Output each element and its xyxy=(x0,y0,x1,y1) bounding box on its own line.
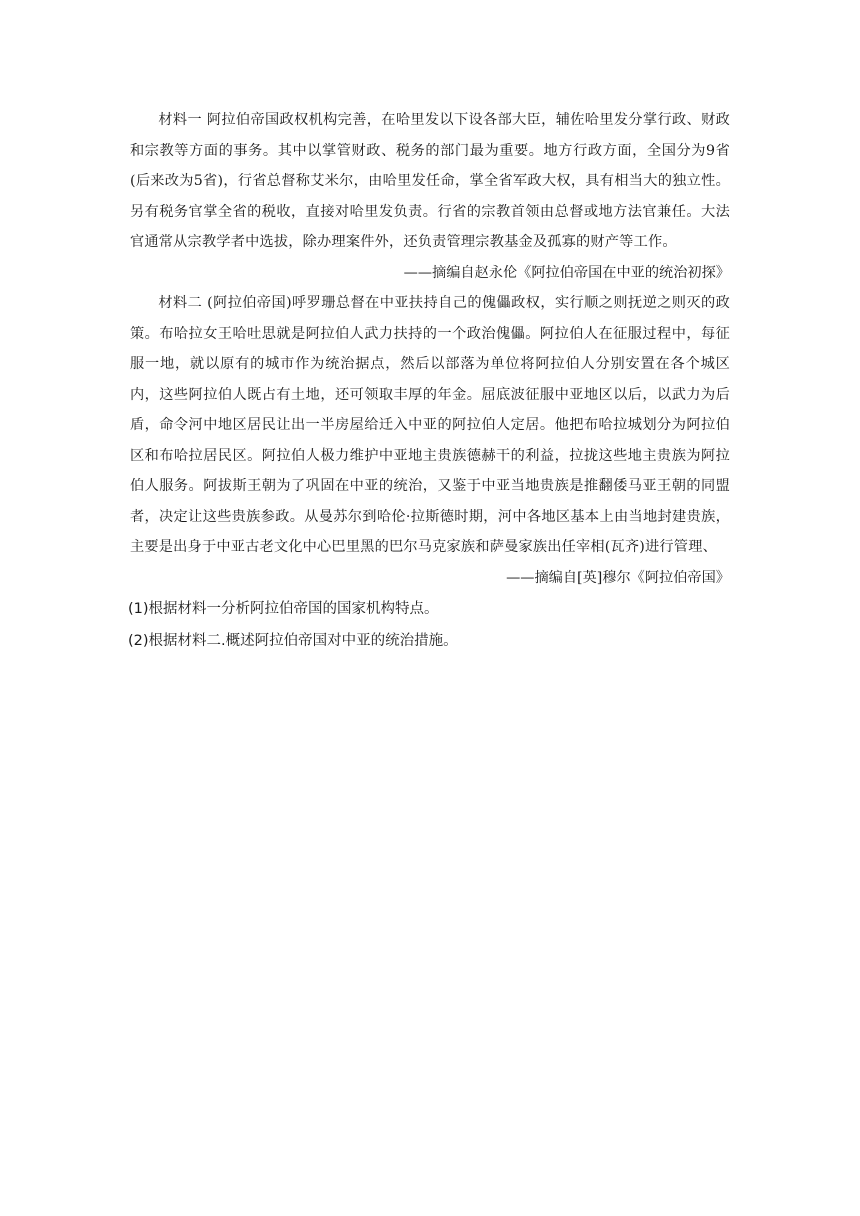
material-one-source: ——摘编自赵永伦《阿拉伯帝国在中亚的统治初探》 xyxy=(403,264,730,281)
question-one: (1)根据材料一分析阿拉伯帝国的国家机构特点。 xyxy=(128,601,439,617)
material-two-source: ——摘编自[英]穆尔《阿拉伯帝国》 xyxy=(506,569,730,586)
document-content xyxy=(130,105,730,657)
material-one-paragraph: 材料一 阿拉伯帝国政权机构完善，在哈里发以下设各部大臣，辅佐哈里发分掌行政、财政和宗教等方面的事务。其中以掌管财政、税务的部门最为重要。地方行政方面，全国分为9省(后来改为5省)，行省总督称艾米尔，由哈里发任命，掌全省军政大权，具有相当大的独立性。另有税务官掌全省的税收，直接对哈里发负责。行省的宗教首领由总督或地方法官兼任。大法官通常从宗教学者中选拔，除办理案件外，还负责管理宗教基金及孤寡的财产等工作。 xyxy=(130,112,730,250)
question-two: (2)根据材料二.概述阿拉伯帝国对中亚的统治措施。 xyxy=(128,633,458,649)
material-two-paragraph: 材料二 (阿拉伯帝国)呼罗珊总督在中亚扶持自己的傀儡政权，实行顺之则抚逆之则灭的政策。布哈拉女王哈吐思就是阿拉伯人武力扶持的一个政治傀儡。阿拉伯人在征服过程中，每征服一地，就以原有的城市作为统治据点，然后以部落为单位将阿拉伯人分别安置在各个城区内，这些阿拉伯人既占有土地，还可领取丰厚的年金。屈底波征服中亚地区以后，以武力为后盾，命令河中地区居民让出一半房屋给迁入中亚的阿拉伯人定居。他把布哈拉城划分为阿拉伯区和布哈拉居民区。阿拉伯人极力维护中亚地主贵族德赫干的利益，拉拢这些地主贵族为阿拉伯人服务。阿拔斯王朝为了巩固在中亚的统治，又鉴于中亚当地贵族是推翻倭马亚王朝的同盟者，决定让这些贵族参政。从曼苏尔到哈伦·拉斯德时期，河中各地区基本上由当地封建贵族，主要是出身于中亚古老文化中心巴里黑的巴尔马克家族和萨曼家族出任宰相(瓦齐)进行管理、 xyxy=(130,295,730,555)
